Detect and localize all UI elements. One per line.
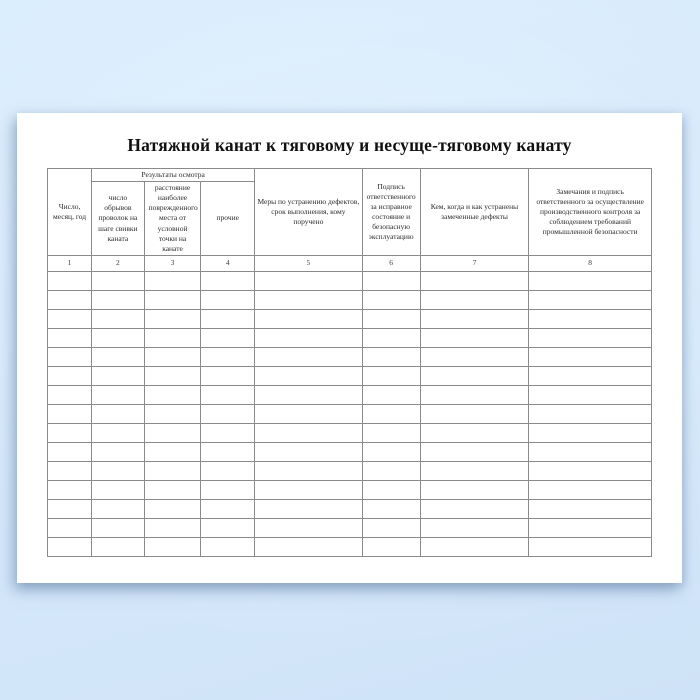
empty-cell — [48, 537, 92, 556]
empty-cell — [529, 480, 652, 499]
empty-cell — [362, 271, 420, 290]
empty-cell — [48, 442, 92, 461]
table-row — [48, 290, 652, 309]
empty-cell — [144, 328, 201, 347]
empty-cell — [529, 290, 652, 309]
empty-cell — [420, 480, 529, 499]
table-row — [48, 309, 652, 328]
empty-cell — [529, 442, 652, 461]
empty-cell — [255, 499, 363, 518]
col-header-damage-distance: расстояние наиболее поврежденного места от условной точки на канате — [144, 182, 201, 256]
empty-cell — [48, 480, 92, 499]
col-header-defects-fixed: Кем, когда и как устранены замеченные дефекты — [420, 169, 529, 256]
table-row — [48, 385, 652, 404]
empty-cell — [420, 518, 529, 537]
col-header-date: Число, месяц, год — [48, 169, 92, 256]
empty-cell — [201, 309, 255, 328]
empty-cell — [420, 404, 529, 423]
document-page — [17, 113, 682, 583]
empty-cell — [255, 461, 363, 480]
empty-cell — [144, 518, 201, 537]
empty-cell — [529, 271, 652, 290]
col-header-remarks: Замечания и подпись ответственного за осуществление производственного контроля за соблюдением требований промышленной безопасности — [529, 169, 652, 256]
empty-cell — [362, 309, 420, 328]
column-number: 4 — [201, 255, 255, 271]
empty-cell — [362, 366, 420, 385]
empty-cell — [529, 328, 652, 347]
empty-cell — [362, 347, 420, 366]
empty-cell — [201, 347, 255, 366]
empty-cell — [92, 518, 145, 537]
empty-cell — [201, 537, 255, 556]
empty-cell — [48, 499, 92, 518]
column-number: 3 — [144, 255, 201, 271]
empty-cell — [144, 290, 201, 309]
empty-cell — [201, 404, 255, 423]
empty-cell — [48, 423, 92, 442]
table-row — [48, 328, 652, 347]
empty-cell — [420, 537, 529, 556]
table-row — [48, 480, 652, 499]
header-group-row — [48, 169, 652, 182]
table-row — [48, 404, 652, 423]
empty-cell — [255, 290, 363, 309]
empty-cell — [362, 385, 420, 404]
empty-cell — [48, 271, 92, 290]
empty-cell — [144, 423, 201, 442]
empty-cell — [420, 423, 529, 442]
empty-cell — [529, 499, 652, 518]
empty-cell — [92, 366, 145, 385]
empty-cell — [362, 480, 420, 499]
empty-cell — [48, 404, 92, 423]
empty-cell — [255, 442, 363, 461]
empty-cell — [201, 461, 255, 480]
table-body — [48, 271, 652, 556]
empty-cell — [48, 347, 92, 366]
empty-cell — [255, 404, 363, 423]
empty-cell — [144, 442, 201, 461]
empty-cell — [362, 442, 420, 461]
table-row — [48, 366, 652, 385]
table-row — [48, 461, 652, 480]
empty-cell — [529, 461, 652, 480]
empty-cell — [255, 518, 363, 537]
empty-cell — [255, 423, 363, 442]
empty-cell — [362, 499, 420, 518]
empty-cell — [48, 328, 92, 347]
empty-cell — [255, 480, 363, 499]
page-title: Натяжной канат к тяговому и несуще-тяговому канату — [127, 135, 572, 155]
empty-cell — [92, 480, 145, 499]
empty-cell — [144, 309, 201, 328]
empty-cell — [92, 537, 145, 556]
empty-cell — [144, 404, 201, 423]
empty-cell — [144, 347, 201, 366]
empty-cell — [255, 366, 363, 385]
empty-cell — [48, 309, 92, 328]
empty-cell — [201, 385, 255, 404]
empty-cell — [92, 309, 145, 328]
empty-cell — [92, 423, 145, 442]
column-numbers-row — [48, 255, 652, 271]
empty-cell — [92, 328, 145, 347]
empty-cell — [420, 499, 529, 518]
empty-cell — [362, 328, 420, 347]
column-number: 5 — [255, 255, 363, 271]
empty-cell — [92, 404, 145, 423]
empty-cell — [144, 271, 201, 290]
empty-cell — [255, 328, 363, 347]
empty-cell — [529, 366, 652, 385]
empty-cell — [144, 366, 201, 385]
col-header-other: прочие — [201, 182, 255, 256]
column-number: 6 — [362, 255, 420, 271]
empty-cell — [144, 537, 201, 556]
empty-cell — [362, 518, 420, 537]
empty-cell — [48, 290, 92, 309]
table-row — [48, 347, 652, 366]
empty-cell — [92, 385, 145, 404]
col-header-wire-breaks: число обрывов проволок на шаге свивки каната — [92, 182, 145, 256]
empty-cell — [529, 537, 652, 556]
empty-cell — [48, 366, 92, 385]
empty-cell — [92, 271, 145, 290]
empty-cell — [529, 385, 652, 404]
table-header — [48, 169, 652, 272]
table-row — [48, 499, 652, 518]
empty-cell — [201, 480, 255, 499]
empty-cell — [420, 271, 529, 290]
table-row — [48, 518, 652, 537]
empty-cell — [420, 328, 529, 347]
col-header-measures: Меры по устранению дефектов, срок выполнения, кому поручено — [255, 169, 363, 256]
empty-cell — [420, 347, 529, 366]
table-row — [48, 442, 652, 461]
empty-cell — [92, 347, 145, 366]
empty-cell — [362, 423, 420, 442]
empty-cell — [255, 309, 363, 328]
empty-cell — [48, 518, 92, 537]
col-group-inspection-results: Результаты осмотра — [92, 169, 255, 182]
empty-cell — [144, 461, 201, 480]
empty-cell — [48, 385, 92, 404]
table-row — [48, 423, 652, 442]
empty-cell — [201, 518, 255, 537]
table-row — [48, 271, 652, 290]
empty-cell — [201, 499, 255, 518]
empty-cell — [362, 290, 420, 309]
empty-cell — [420, 290, 529, 309]
empty-cell — [420, 385, 529, 404]
col-header-signature: Подпись ответственного за исправное состояние и безопасную эксплуатацию — [362, 169, 420, 256]
empty-cell — [48, 461, 92, 480]
empty-cell — [362, 461, 420, 480]
empty-cell — [255, 537, 363, 556]
empty-cell — [529, 347, 652, 366]
empty-cell — [529, 423, 652, 442]
empty-cell — [201, 366, 255, 385]
empty-cell — [144, 480, 201, 499]
empty-cell — [362, 404, 420, 423]
empty-cell — [529, 518, 652, 537]
inspection-log-table — [47, 168, 652, 557]
column-number: 1 — [48, 255, 92, 271]
empty-cell — [255, 271, 363, 290]
empty-cell — [201, 442, 255, 461]
empty-cell — [92, 442, 145, 461]
empty-cell — [144, 499, 201, 518]
empty-cell — [201, 423, 255, 442]
empty-cell — [201, 271, 255, 290]
empty-cell — [362, 537, 420, 556]
column-number: 2 — [92, 255, 145, 271]
empty-cell — [92, 499, 145, 518]
empty-cell — [201, 328, 255, 347]
empty-cell — [420, 366, 529, 385]
empty-cell — [92, 290, 145, 309]
empty-cell — [529, 404, 652, 423]
column-number: 7 — [420, 255, 529, 271]
empty-cell — [420, 309, 529, 328]
table-row — [48, 537, 652, 556]
empty-cell — [201, 290, 255, 309]
empty-cell — [255, 385, 363, 404]
empty-cell — [529, 309, 652, 328]
empty-cell — [92, 461, 145, 480]
empty-cell — [144, 385, 201, 404]
empty-cell — [420, 461, 529, 480]
empty-cell — [255, 347, 363, 366]
column-number: 8 — [529, 255, 652, 271]
empty-cell — [420, 442, 529, 461]
